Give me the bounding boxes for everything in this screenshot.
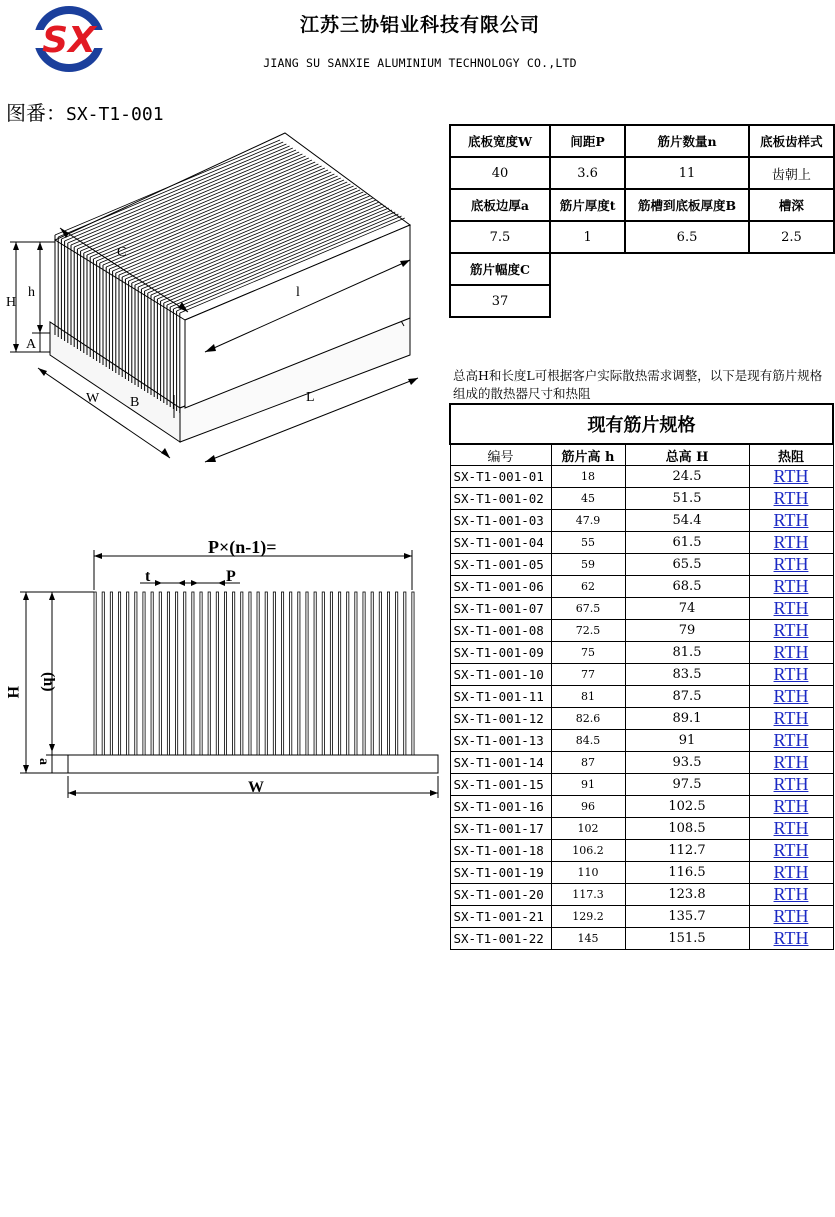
front-fin <box>110 592 112 755</box>
spec-total-height-cell: 83.5 <box>625 664 749 686</box>
front-fin <box>265 592 267 755</box>
table-row <box>450 532 833 554</box>
spec-total-height-cell: 97.5 <box>625 774 749 796</box>
table-row <box>450 576 833 598</box>
spec-code-cell: SX-T1-001-18 <box>450 840 551 862</box>
param-header-row <box>450 253 834 285</box>
spec-fin-height-cell: 117.3 <box>551 884 625 906</box>
spec-code-cell: SX-T1-001-04 <box>450 532 551 554</box>
spec-total-height-cell: 116.5 <box>625 862 749 884</box>
spec-code-cell: SX-T1-001-06 <box>450 576 551 598</box>
front-fin <box>127 592 129 755</box>
front-label-P: P <box>226 568 236 585</box>
front-fin <box>176 592 178 755</box>
spec-fin-height-cell: 67.5 <box>551 598 625 620</box>
spec-code-cell: SX-T1-001-10 <box>450 664 551 686</box>
front-fin <box>118 592 120 755</box>
spec-total-height-cell: 112.7 <box>625 840 749 862</box>
spec-fin-height-cell: 102 <box>551 818 625 840</box>
spec-rth-link[interactable]: RTH <box>749 730 833 752</box>
front-fin <box>192 592 194 755</box>
spec-col-thermal-resistance: 热阻 <box>749 444 833 466</box>
spec-fin-height-cell: 55 <box>551 532 625 554</box>
table-row <box>450 686 833 708</box>
param-header-pitch: 间距P <box>550 125 625 157</box>
table-row <box>450 554 833 576</box>
param-value-edge-thickness: 7.5 <box>450 221 550 253</box>
front-fin <box>257 592 259 755</box>
spec-rth-link[interactable]: RTH <box>749 532 833 554</box>
iso-label-W: W <box>86 391 100 406</box>
spec-code-cell: SX-T1-001-15 <box>450 774 551 796</box>
param-header-base-width: 底板宽度W <box>450 125 550 157</box>
param-header-fin-count: 筋片数量n <box>625 125 749 157</box>
spec-total-height-cell: 91 <box>625 730 749 752</box>
iso-label-H: H <box>6 295 17 310</box>
spec-col-total-height: 总高 H <box>625 444 749 466</box>
spec-col-code: 编号 <box>450 444 551 466</box>
spec-total-height-cell: 102.5 <box>625 796 749 818</box>
spec-code-cell: SX-T1-001-12 <box>450 708 551 730</box>
param-value-tooth-style: 齿朝上 <box>749 157 834 189</box>
front-fin <box>167 592 169 755</box>
table-row <box>450 752 833 774</box>
spec-fin-height-cell: 96 <box>551 796 625 818</box>
spec-code-cell: SX-T1-001-07 <box>450 598 551 620</box>
spec-rth-link[interactable]: RTH <box>749 840 833 862</box>
front-fin <box>216 592 218 755</box>
param-value-fin-thickness: 1 <box>550 221 625 253</box>
spec-fin-height-cell: 81 <box>551 686 625 708</box>
spec-rth-link[interactable]: RTH <box>749 818 833 840</box>
front-fin <box>200 592 202 755</box>
front-fin <box>184 592 186 755</box>
fin-spec-table <box>449 403 834 950</box>
spec-fin-height-cell: 75 <box>551 642 625 664</box>
table-row <box>450 488 833 510</box>
spec-rth-link[interactable]: RTH <box>749 598 833 620</box>
front-fin <box>151 592 153 755</box>
iso-label-L: L <box>306 390 315 405</box>
spec-total-height-cell: 135.7 <box>625 906 749 928</box>
spec-fin-height-cell: 82.6 <box>551 708 625 730</box>
company-name-en: JIANG SU SANXIE ALUMINIUM TECHNOLOGY CO.,LTD <box>263 56 577 70</box>
spec-fin-height-cell: 110 <box>551 862 625 884</box>
front-label-pitch-formula: P×(n-1)= <box>208 537 277 557</box>
param-header-groove-depth: 槽深 <box>749 189 834 221</box>
spec-total-height-cell: 87.5 <box>625 686 749 708</box>
spec-rth-link[interactable]: RTH <box>749 752 833 774</box>
spec-rth-link[interactable]: RTH <box>749 928 833 950</box>
front-fin <box>412 592 414 755</box>
spec-total-height-cell: 65.5 <box>625 554 749 576</box>
front-fin <box>371 592 373 755</box>
front-label-a: a <box>36 758 51 765</box>
spec-fin-height-cell: 106.2 <box>551 840 625 862</box>
param-value-groove-thickness: 6.5 <box>625 221 749 253</box>
param-header-edge-thickness: 底板边厚a <box>450 189 550 221</box>
table-row <box>450 510 833 532</box>
company-name-cn: 江苏三协铝业科技有限公司 <box>299 14 540 36</box>
spec-rth-link[interactable]: RTH <box>749 488 833 510</box>
spec-rth-link[interactable]: RTH <box>749 466 833 488</box>
table-row <box>450 730 833 752</box>
table-row <box>450 818 833 840</box>
spec-rth-link[interactable]: RTH <box>749 708 833 730</box>
spec-code-cell: SX-T1-001-19 <box>450 862 551 884</box>
parameter-table <box>449 124 835 318</box>
spec-code-cell: SX-T1-001-01 <box>450 466 551 488</box>
param-value-fin-width: 37 <box>450 285 550 317</box>
param-header-row <box>450 189 834 221</box>
spec-total-height-cell: 93.5 <box>625 752 749 774</box>
spec-total-height-cell: 123.8 <box>625 884 749 906</box>
front-fin <box>387 592 389 755</box>
spec-rth-link[interactable]: RTH <box>749 862 833 884</box>
front-fin <box>396 592 398 755</box>
table-row <box>450 862 833 884</box>
param-header-row <box>450 125 834 157</box>
front-fin <box>298 592 300 755</box>
table-row <box>450 708 833 730</box>
spec-code-cell: SX-T1-001-09 <box>450 642 551 664</box>
spec-fin-height-cell: 145 <box>551 928 625 950</box>
spec-total-height-cell: 51.5 <box>625 488 749 510</box>
param-value-base-width: 40 <box>450 157 550 189</box>
front-fin <box>224 592 226 755</box>
front-fin-lines <box>94 592 414 755</box>
param-value-row <box>450 157 834 189</box>
front-fin <box>241 592 243 755</box>
front-fin <box>281 592 283 755</box>
param-header-groove-thickness: 筋槽到底板厚度B <box>625 189 749 221</box>
spec-code-cell: SX-T1-001-14 <box>450 752 551 774</box>
spec-rth-link[interactable]: RTH <box>749 554 833 576</box>
front-view <box>0 0 445 810</box>
spec-fin-height-cell: 47.9 <box>551 510 625 532</box>
spec-fin-height-cell: 59 <box>551 554 625 576</box>
front-label-h: (h) <box>40 672 57 692</box>
spec-fin-height-cell: 45 <box>551 488 625 510</box>
spec-total-height-cell: 68.5 <box>625 576 749 598</box>
param-value-groove-depth: 2.5 <box>749 221 834 253</box>
adjustment-note: 总高H和长度L可根据客户实际散热需求调整，以下是现有筋片规格组成的散热器尺寸和热阻 <box>453 368 823 401</box>
spec-code-cell: SX-T1-001-20 <box>450 884 551 906</box>
table-row <box>450 840 833 862</box>
spec-col-fin-height: 筋片高 h <box>551 444 625 466</box>
table-row <box>450 466 833 488</box>
table-row <box>450 620 833 642</box>
spec-rth-link[interactable]: RTH <box>749 576 833 598</box>
param-header-fin-width: 筋片幅度C <box>450 253 550 285</box>
iso-label-h: h <box>28 285 35 300</box>
iso-label-l: l <box>296 285 300 300</box>
param-header-tooth-style: 底板齿样式 <box>749 125 834 157</box>
spec-total-height-cell: 81.5 <box>625 642 749 664</box>
iso-label-C: C <box>117 245 127 260</box>
spec-total-height-cell: 108.5 <box>625 818 749 840</box>
front-fin <box>322 592 324 755</box>
spec-rth-link[interactable]: RTH <box>749 774 833 796</box>
spec-fin-height-cell: 87 <box>551 752 625 774</box>
front-fin <box>94 592 96 755</box>
drawing-number-label: 图番： <box>6 101 66 125</box>
front-fin <box>363 592 365 755</box>
spec-code-cell: SX-T1-001-02 <box>450 488 551 510</box>
spec-code-cell: SX-T1-001-22 <box>450 928 551 950</box>
spec-rth-link[interactable]: RTH <box>749 510 833 532</box>
spec-code-cell: SX-T1-001-11 <box>450 686 551 708</box>
table-row <box>450 884 833 906</box>
front-fin <box>314 592 316 755</box>
spec-table-title: 现有筋片规格 <box>450 404 833 444</box>
front-fin <box>135 592 137 755</box>
spec-code-cell: SX-T1-001-03 <box>450 510 551 532</box>
spec-total-height-cell: 74 <box>625 598 749 620</box>
param-value-row <box>450 285 834 317</box>
param-value-row <box>450 221 834 253</box>
spec-rth-link[interactable]: RTH <box>749 686 833 708</box>
front-fin <box>273 592 275 755</box>
logo-text: SX <box>42 20 96 61</box>
table-row <box>450 664 833 686</box>
table-row <box>450 906 833 928</box>
front-label-W: W <box>248 779 264 796</box>
spec-column-headers <box>450 444 833 466</box>
table-row <box>450 928 833 950</box>
front-fin <box>233 592 235 755</box>
front-fin <box>339 592 341 755</box>
spec-fin-height-cell: 91 <box>551 774 625 796</box>
spec-total-height-cell: 89.1 <box>625 708 749 730</box>
spec-fin-height-cell: 129.2 <box>551 906 625 928</box>
drawing-number-code: SX-T1-001 <box>66 104 164 125</box>
spec-rth-link[interactable]: RTH <box>749 906 833 928</box>
spec-rth-link[interactable]: RTH <box>749 884 833 906</box>
spec-fin-height-cell: 77 <box>551 664 625 686</box>
front-fin <box>249 592 251 755</box>
param-value-fin-count: 11 <box>625 157 749 189</box>
front-label-H: H <box>4 686 21 699</box>
spec-code-cell: SX-T1-001-16 <box>450 796 551 818</box>
spec-code-cell: SX-T1-001-05 <box>450 554 551 576</box>
spec-fin-height-cell: 84.5 <box>551 730 625 752</box>
spec-code-cell: SX-T1-001-08 <box>450 620 551 642</box>
param-header-fin-thickness: 筋片厚度t <box>550 189 625 221</box>
front-fin <box>355 592 357 755</box>
front-fin <box>330 592 332 755</box>
table-row <box>450 796 833 818</box>
front-fin <box>102 592 104 755</box>
front-fin <box>306 592 308 755</box>
front-label-t: t <box>145 568 151 585</box>
spec-rth-link[interactable]: RTH <box>749 664 833 686</box>
spec-total-height-cell: 61.5 <box>625 532 749 554</box>
front-fin <box>143 592 145 755</box>
iso-label-B: B <box>130 395 140 410</box>
front-fin <box>404 592 406 755</box>
iso-label-A: A <box>26 337 37 352</box>
spec-total-height-cell: 151.5 <box>625 928 749 950</box>
table-row <box>450 642 833 664</box>
param-value-pitch: 3.6 <box>550 157 625 189</box>
front-fin <box>208 592 210 755</box>
front-fin <box>347 592 349 755</box>
front-fin <box>379 592 381 755</box>
spec-total-height-cell: 79 <box>625 620 749 642</box>
spec-total-height-cell: 24.5 <box>625 466 749 488</box>
spec-rth-link[interactable]: RTH <box>749 796 833 818</box>
table-row <box>450 774 833 796</box>
front-fin <box>290 592 292 755</box>
spec-fin-height-cell: 18 <box>551 466 625 488</box>
spec-code-cell: SX-T1-001-13 <box>450 730 551 752</box>
spec-code-cell: SX-T1-001-21 <box>450 906 551 928</box>
front-fin <box>159 592 161 755</box>
spec-rth-link[interactable]: RTH <box>749 620 833 642</box>
spec-code-cell: SX-T1-001-17 <box>450 818 551 840</box>
spec-fin-height-cell: 62 <box>551 576 625 598</box>
spec-fin-height-cell: 72.5 <box>551 620 625 642</box>
spec-rth-link[interactable]: RTH <box>749 642 833 664</box>
spec-total-height-cell: 54.4 <box>625 510 749 532</box>
table-row <box>450 598 833 620</box>
